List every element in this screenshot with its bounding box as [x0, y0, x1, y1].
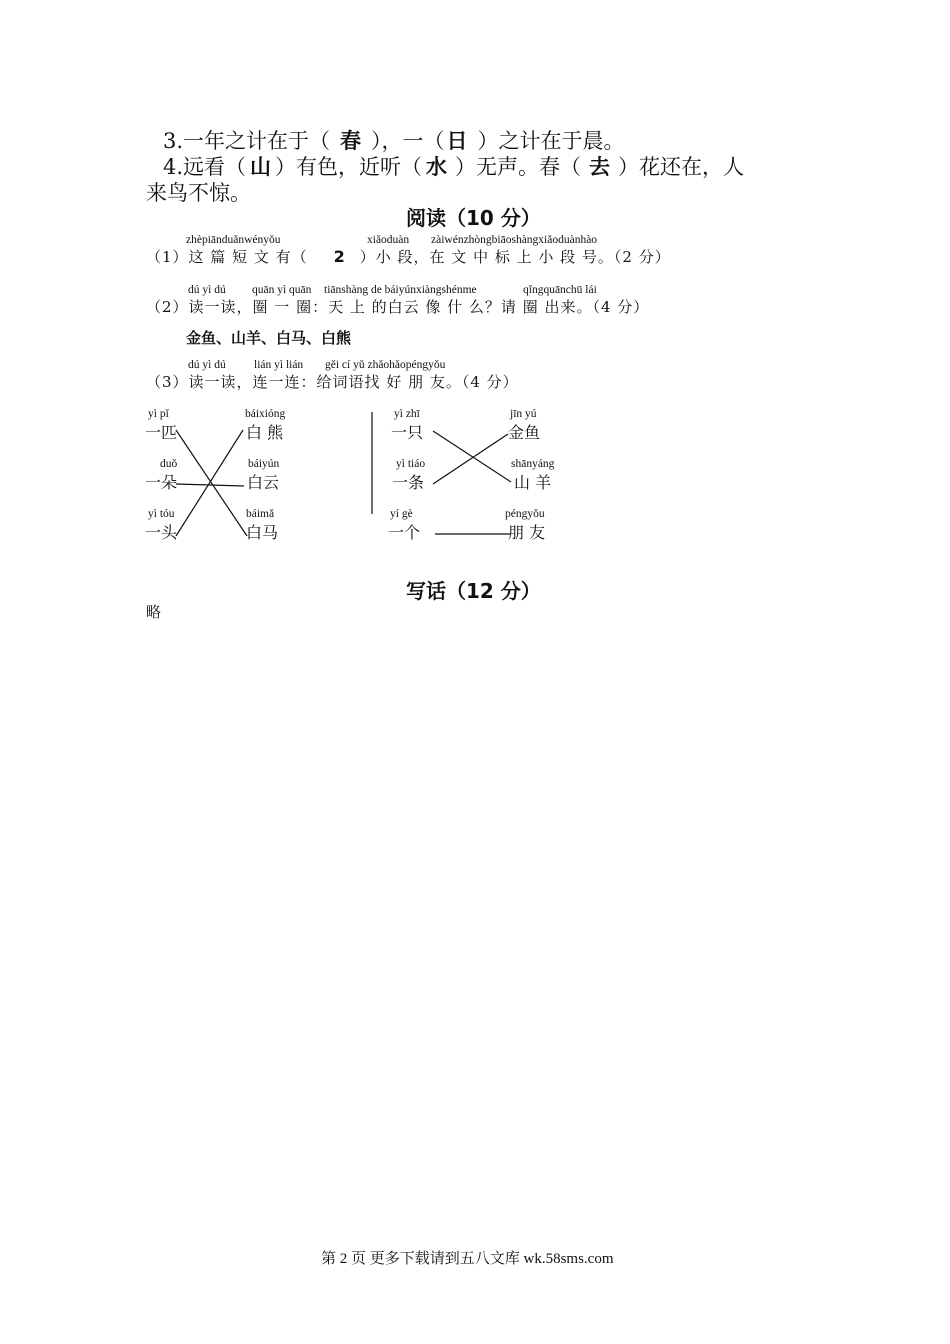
q-text: ）无声。春（ [455, 155, 582, 179]
pinyin: dú yì dú [188, 359, 226, 371]
match-word: 一只 [391, 423, 424, 442]
answer-text: 日 [446, 129, 468, 153]
answer-text: 春 [340, 129, 362, 153]
answer-text: 金鱼、山羊、白马、白熊 [186, 329, 352, 347]
pinyin: yí gè [390, 508, 413, 520]
pinyin: dú yì dú [188, 284, 226, 296]
match-line [433, 431, 511, 482]
pinyin: lián yì lián [254, 359, 304, 371]
pinyin: gěi cí yǔ zhǎohǎopéngyǒu [325, 359, 446, 371]
pinyin: tiānshàng de báiyúnxiàngshénme [324, 284, 477, 296]
answer-text: 山 [250, 155, 272, 179]
q-text: ）小 段，在 文 中 标 上 小 段 号。（2 分） [359, 248, 671, 266]
q-text: （1）这 篇 短 文 有（ [146, 248, 308, 266]
pinyin: yì pǐ [148, 408, 169, 420]
fill-q4-line2: 来鸟不惊。 [146, 181, 251, 205]
match-word: 一匹 [145, 423, 178, 442]
q-text: ）花还在，人 [618, 155, 745, 179]
reading-q3: （3）读一读，连一连：给词语找 好 朋 友。（4 分） [146, 373, 519, 391]
q-text: ），一（ [371, 129, 445, 153]
match-word: 一朵 [145, 473, 178, 492]
match-word: 白云 [247, 473, 280, 492]
match-word: 一个 [388, 523, 421, 542]
section-title-writing: 写话（12 分） [406, 579, 541, 603]
pinyin: báiyún [248, 458, 280, 470]
answer-text: 水 [426, 155, 448, 179]
match-word: 金鱼 [508, 423, 541, 442]
pinyin: zhèpiānduǎnwényǒu [186, 234, 281, 246]
match-word: 一条 [392, 473, 425, 492]
answer-text: 去 [589, 155, 611, 179]
pinyin: zàiwénzhòngbiāoshàngxiǎoduànhào [431, 234, 598, 246]
pinyin: yì tiáo [396, 458, 426, 470]
q-number: 4. [163, 155, 184, 179]
q-text: ）有色，近听（ [275, 155, 423, 179]
pinyin: qǐngquānchū lái [523, 284, 597, 296]
pinyin: yì tóu [148, 508, 175, 520]
match-word: 白马 [246, 523, 279, 542]
match-line [176, 484, 244, 486]
match-line [433, 434, 508, 484]
pinyin: duǒ [160, 458, 178, 470]
match-word: 白 熊 [246, 423, 284, 442]
reading-q2: （2）读一读，圈 一 圈：天 上 的白云 像 什 么？请 圈 出来。（4 分） [146, 298, 650, 316]
pinyin: báimǎ [246, 508, 275, 520]
q-text: ）之计在于晨。 [477, 129, 625, 153]
pinyin: yì zhī [394, 408, 420, 420]
match-word: 朋 友 [508, 523, 546, 542]
pinyin: xiǎoduàn [367, 234, 410, 246]
match-word: 一头 [145, 523, 178, 542]
pinyin: báixióng [245, 408, 286, 420]
q-text: 一年之计在于（ [183, 129, 331, 153]
page-footer: 第 2 页 更多下载请到五八文库 wk.58sms.com [321, 1251, 614, 1267]
match-word: 山 羊 [514, 473, 552, 492]
pinyin: péngyǒu [505, 508, 545, 520]
writing-answer: 略 [146, 603, 163, 621]
q-text: 远看（ [183, 155, 247, 179]
pinyin: quān yì quān [252, 284, 312, 296]
pinyin: shānyáng [511, 458, 555, 470]
q-number: 3. [163, 129, 184, 153]
answer-text: 2 [333, 247, 346, 266]
pinyin: jīn yú [510, 408, 537, 420]
section-title-reading: 阅读（10 分） [406, 206, 541, 230]
